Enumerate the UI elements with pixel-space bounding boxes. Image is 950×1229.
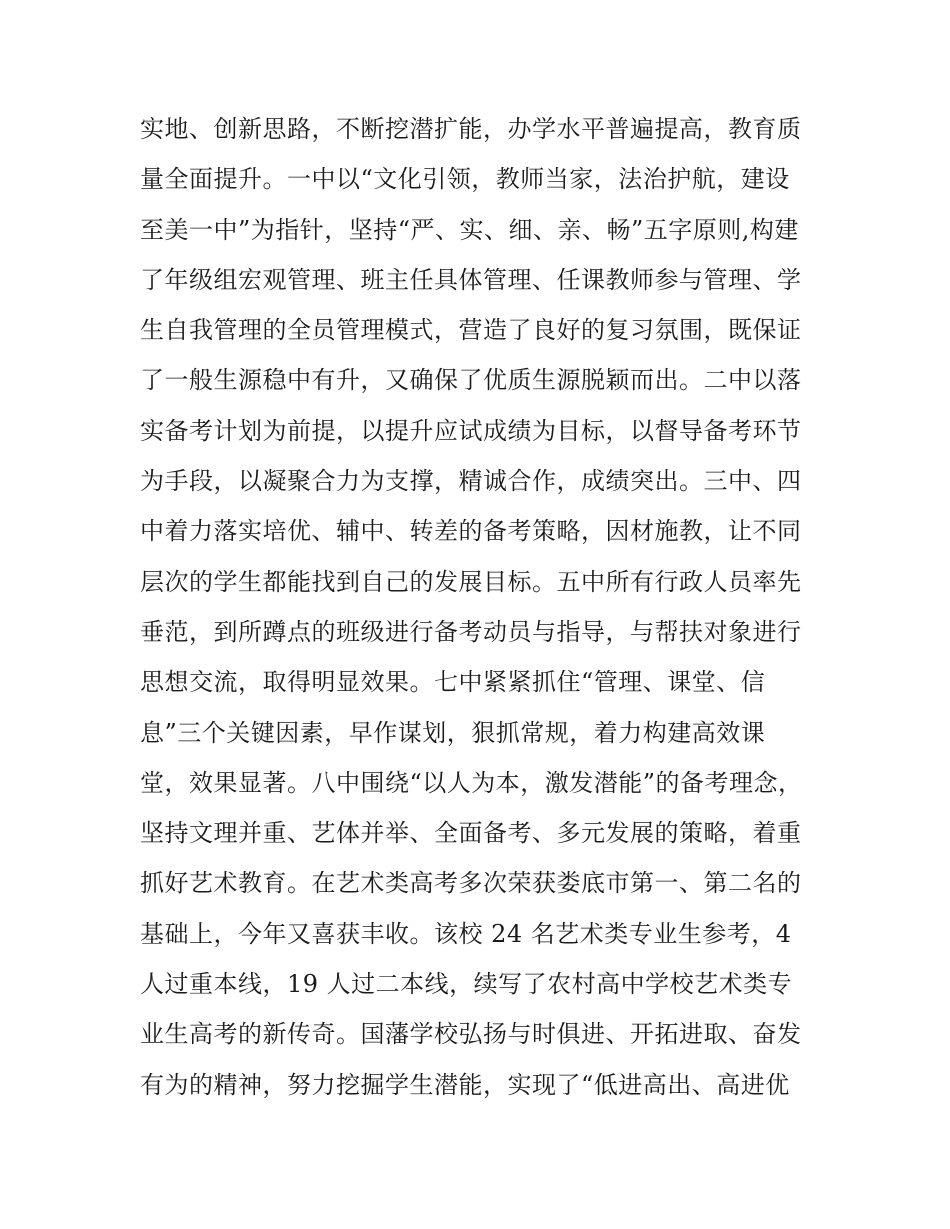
text-line: 抓好艺术教育。在艺术类高考多次荣获娄底市第一、第二名的 bbox=[140, 869, 802, 898]
text-line: 层次的学生都能找到自己的发展目标。五中所有行政人员率先 bbox=[140, 567, 802, 596]
text-line: 为手段，以凝聚合力为支撑，精诚合作，成绩突出。三中、四 bbox=[140, 467, 802, 496]
text-line: 至美一中”为指针，坚持“严、实、细、亲、畅”五字原则,构建 bbox=[140, 215, 799, 244]
text-line: 了年级组宏观管理、班主任具体管理、任课教师参与管理、学 bbox=[140, 265, 802, 294]
text-line: 垂范，到所蹲点的班级进行备考动员与指导，与帮扶对象进行 bbox=[140, 617, 802, 646]
text-line: 实地、创新思路，不断挖潜扩能，办学水平普遍提高，教育质 bbox=[140, 115, 802, 143]
text-line: 了一般生源稳中有升，又确保了优质生源脱颖而出。二中以落 bbox=[140, 366, 802, 395]
text-line: 人过重本线，19 人过二本线，续写了农村高中学校艺术类专 bbox=[140, 970, 793, 999]
text-line: 有为的精神，努力挖掘学生潜能，实现了“低进高出、高进优 bbox=[140, 1070, 790, 1099]
text-line: 业生高考的新传奇。国藩学校弘扬与时俱进、开拓进取、奋发 bbox=[140, 1020, 802, 1049]
text-line: 坚持文理并重、艺体并举、全面备考、多元发展的策略，着重 bbox=[140, 819, 802, 848]
text-line: 息”三个关键因素，早作谋划，狠抓常规，着力构建高效课 bbox=[140, 718, 766, 747]
body-paragraph bbox=[140, 104, 820, 1110]
text-line: 堂，效果显著。八中围绕“以人为本，激发潜能”的备考理念， bbox=[140, 768, 803, 797]
text-line: 思想交流，取得明显效果。七中紧紧抓住“管理、课堂、信 bbox=[140, 668, 766, 697]
text-line: 中着力落实培优、辅中、转差的备考策略，因材施教，让不同 bbox=[140, 517, 802, 546]
text-line: 生自我管理的全员管理模式，营造了良好的复习氛围，既保证 bbox=[140, 316, 802, 345]
text-line: 实备考计划为前提，以提升应试成绩为目标，以督导备考环节 bbox=[140, 416, 802, 445]
text-line: 基础上，今年又喜获丰收。该校 24 名艺术类专业生参考，4 bbox=[140, 919, 792, 948]
text-line: 量全面提升。一中以“文化引领，教师当家，法治护航，建设 bbox=[140, 165, 790, 194]
